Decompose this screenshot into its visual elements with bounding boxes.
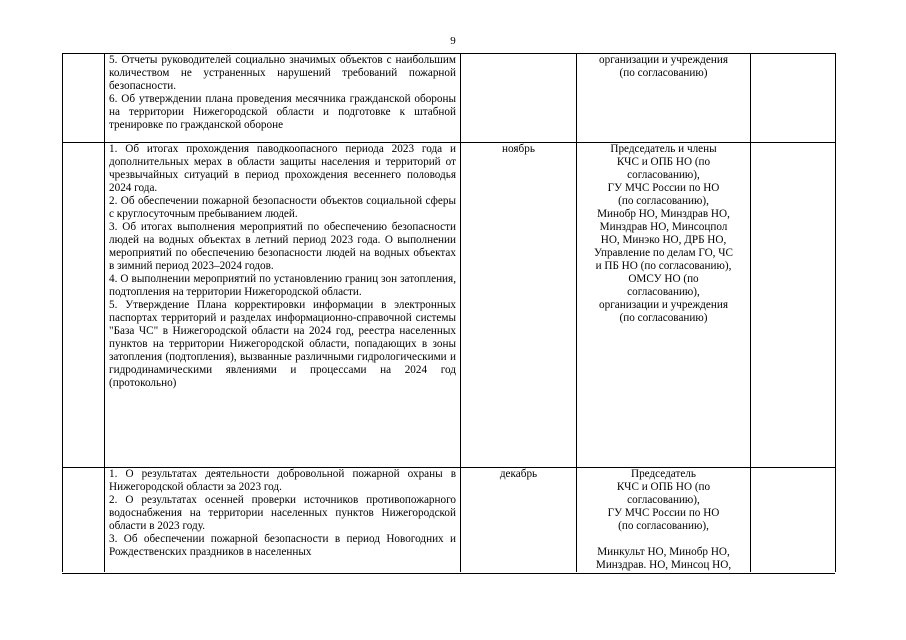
table-row <box>63 143 836 468</box>
topic-item: 2. Об обеспечении пожарной безопасности объектов социальной сферы с круглосуточным пребыванием людей. <box>109 195 456 220</box>
executor-line: ОМСУ НО (по <box>628 273 699 285</box>
topic-item: 5. Отчеты руководителей социально значимых объектов с наибольшим количеством не устраненных нарушений требований пожарной безопасности. <box>109 54 456 92</box>
topic-item: 3. Об итогах выполнения мероприятий по обеспечению безопасности людей на водных объектах в летний период 2023 года. О выполнении мероприятий по обеспечению безопасности людей на водных объектах в зимний период 2023–2024 годов. <box>109 221 456 272</box>
note-cell <box>751 143 836 468</box>
executors-cell <box>577 143 751 468</box>
table-row <box>63 54 836 143</box>
number-cell <box>63 54 105 143</box>
executor-line: согласованию), <box>627 169 700 181</box>
executor-line: Минздрав НО, Минсоцпол <box>599 221 728 233</box>
topics-cell <box>105 54 461 143</box>
executor-line: (по согласованию) <box>619 312 708 324</box>
topic-item: 1. Об итогах прохождения паводкоопасного периода 2023 года и дополнительных мерах в области защиты населения и территорий от чрезвычайных ситуаций в период прохождения весеннего половодья 2024 года. <box>109 143 456 194</box>
executor-line: Минкульт НО, Минобр НО, <box>597 546 730 558</box>
topic-item: 4. О выполнении мероприятий по установлению границ зон затопления, подтопления на территории Нижегородской области. <box>109 273 456 298</box>
executor-line: КЧС и ОПБ НО (по <box>616 481 711 493</box>
topic-item: 1. О результатах деятельности добровольной пожарной охраны в Нижегородской области за 2023 год. <box>109 468 456 493</box>
executor-line: Председатель <box>630 468 696 480</box>
executor-line: (по согласованию), <box>618 195 709 207</box>
table-bottom-edge <box>62 573 835 574</box>
note-cell <box>751 468 836 573</box>
term-cell: декабрь <box>461 468 577 573</box>
executor-line: КЧС и ОПБ НО (по <box>616 156 711 168</box>
executor-line: НО, Минэко НО, ДРБ НО, <box>600 234 727 246</box>
executor-line: Управление по делам ГО, ЧС <box>594 247 733 259</box>
term-cell: ноябрь <box>461 143 577 468</box>
executor-line <box>581 533 746 546</box>
executor-line: Минздрав. НО, Минсоц НО, <box>595 559 732 571</box>
term-cell <box>461 54 577 143</box>
executor-line: организации и учреждения <box>599 54 728 66</box>
executor-line: согласованию), <box>627 494 700 506</box>
number-cell <box>63 143 105 468</box>
executor-line: согласованию), <box>627 286 700 298</box>
topics-cell <box>105 143 461 468</box>
topic-item: 5. Утверждение Плана корректировки информации в электронных паспортах территорий и разделах информационно-справочной системы "База ЧС" в Нижегородской области на 2024 год, реестра населенных пунктов на территории Нижегородской области, попадающих в зоны затопления (подтопления), вызванные различными гидрологическими и гидродинамическими явлениями и процессами на 2024 год (протокольно) <box>109 299 456 389</box>
executors-cell <box>577 468 751 573</box>
executor-line: Председатель и члены <box>610 143 717 155</box>
plan-table <box>62 53 836 572</box>
executor-line: организации и учреждения <box>599 299 728 311</box>
executor-line: ГУ МЧС России по НО <box>607 507 720 519</box>
executor-line: и ПБ НО (по согласованию), <box>595 260 732 272</box>
page-number: 9 <box>450 35 456 47</box>
note-cell <box>751 54 836 143</box>
table-row <box>63 468 836 573</box>
executors-cell <box>577 54 751 143</box>
number-cell <box>63 468 105 573</box>
topics-cell <box>105 468 461 573</box>
executor-line: ГУ МЧС России по НО <box>607 182 720 194</box>
executor-line: (по согласованию) <box>619 67 708 79</box>
executor-line: (по согласованию), <box>618 520 709 532</box>
topic-item: 3. Об обеспечении пожарной безопасности в период Новогодних и Рождественских праздников в населенных <box>109 533 456 558</box>
topic-item: 2. О результатах осенней проверки источников противопожарного водоснабжения на территории населенных пунктов Нижегородской области в 2023 году. <box>109 494 456 532</box>
topic-item: 6. Об утверждении плана проведения месячника гражданской обороны на территории Нижегородской области и подготовке к штабной тренировке по гражданской обороне <box>109 93 456 131</box>
executor-line: Минобр НО, Минздрав НО, <box>597 208 730 220</box>
